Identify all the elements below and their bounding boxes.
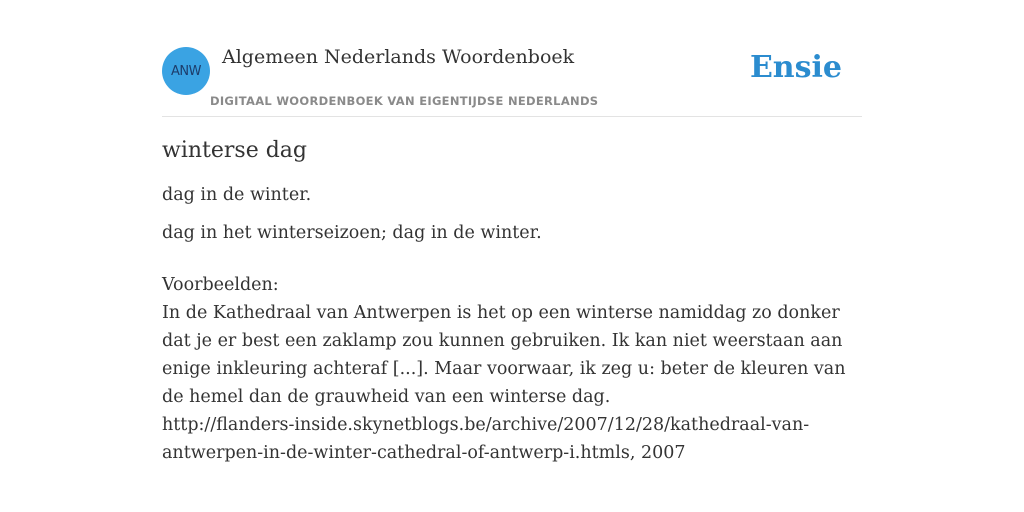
header xyxy=(162,40,862,117)
entry-term: winterse dag xyxy=(162,138,307,163)
anw-logo[interactable] xyxy=(162,47,210,95)
entry-content xyxy=(162,138,862,467)
examples-section xyxy=(162,271,862,467)
ensie-logo[interactable]: Ensie xyxy=(749,50,842,85)
example-source: http://flanders-inside.skynetblogs.be/archive/2007/12/28/kathedraal-van-antwerpen-in-de-winter-cathedral-of-antwerp-i.htmls, 2007 xyxy=(162,415,810,463)
examples-label: Voorbeelden: xyxy=(162,275,279,295)
logo-text: ANW xyxy=(171,63,201,79)
long-definition: dag in het winterseizoen; dag in de winter. xyxy=(162,223,542,243)
example-text: In de Kathedraal van Antwerpen is het op een winterse namiddag zo donker dat je er best een zaklamp zou kunnen gebruiken. Ik kan niet weerstaan aan enige inkleuring achteraf [...]. Maar voorwaar, ik zeg u: beter de kleuren van de hemel dan de grauwheid van een winterse dag. xyxy=(162,303,846,407)
short-definition: dag in de winter. xyxy=(162,185,312,205)
source-subtitle: DIGITAAL WOORDENBOEK VAN EIGENTIJDSE NEDERLANDS xyxy=(210,94,599,108)
source-title[interactable]: Algemeen Nederlands Woordenboek xyxy=(222,46,575,68)
